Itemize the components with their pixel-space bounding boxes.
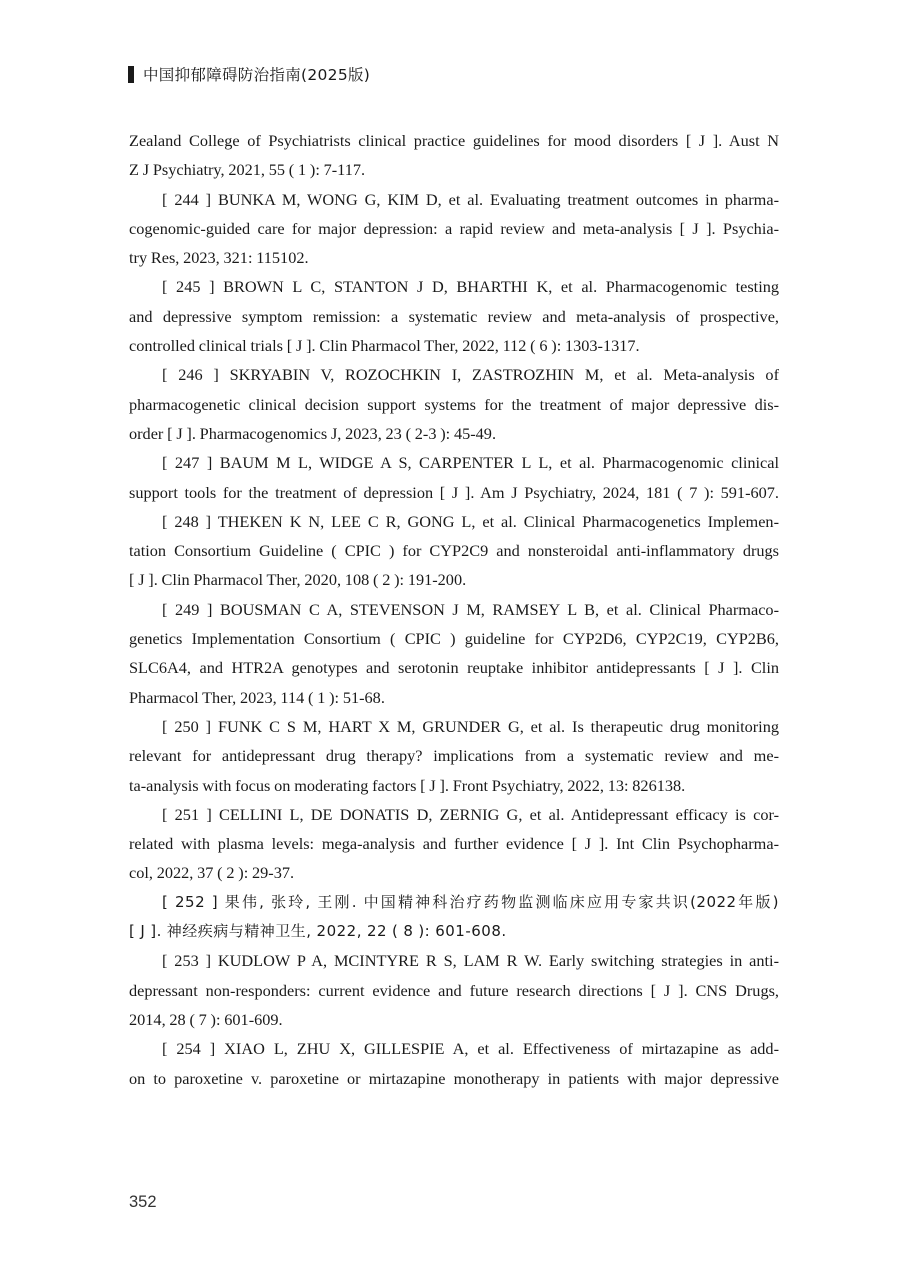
running-header xyxy=(128,62,370,86)
reference-line: cogenomic-guided care for major depression: a rapid review and meta-analysis [ J ]. Psychia- xyxy=(129,218,779,238)
reference-line: [ 246 ] SKRYABIN V, ROZOCHKIN I, ZASTROZHIN M, et al. Meta-analysis of xyxy=(162,365,779,385)
reference-line: [ 251 ] CELLINI L, DE DONATIS D, ZERNIG G, et al. Antidepressant efficacy is cor- xyxy=(162,804,779,824)
reference-line: support tools for the treatment of depression [ J ]. Am J Psychiatry, 2024, 181 ( 7 ): 591-607. xyxy=(129,482,779,502)
reference-line: tation Consortium Guideline ( CPIC ) for CYP2C9 and nonsteroidal anti-inflammatory drugs xyxy=(129,541,779,561)
reference-line: [ 253 ] KUDLOW P A, MCINTYRE R S, LAM R W. Early switching strategies in anti- xyxy=(162,951,779,971)
reference-line: pharmacogenetic clinical decision support systems for the treatment of major depressive dis- xyxy=(129,394,779,414)
reference-line: on to paroxetine v. paroxetine or mirtazapine monotherapy in patients with major depressive xyxy=(129,1068,779,1088)
reference-line: controlled clinical trials [ J ]. Clin Pharmacol Ther, 2022, 112 ( 6 ): 1303-1317. xyxy=(129,336,640,356)
header-title: 中国抑郁障碍防治指南(2025版) xyxy=(143,66,371,84)
reference-line: [ 252 ] 果伟, 张玲, 王刚. 中国精神科治疗药物监测临床应用专家共识(2022年版) xyxy=(162,892,779,911)
reference-line: [ 249 ] BOUSMAN C A, STEVENSON J M, RAMSEY L B, et al. Clinical Pharmaco- xyxy=(162,599,779,619)
reference-line: related with plasma levels: mega-analysis and further evidence [ J ]. Int Clin Psychopharma- xyxy=(129,834,779,854)
reference-line: ta-analysis with focus on moderating factors [ J ]. Front Psychiatry, 2022, 13: 826138. xyxy=(129,775,686,795)
reference-line: 2014, 28 ( 7 ): 601-609. xyxy=(129,1009,283,1029)
reference-line: genetics Implementation Consortium ( CPIC ) guideline for CYP2D6, CYP2C19, CYP2B6, xyxy=(129,629,779,649)
reference-list xyxy=(129,126,779,1093)
reference-line: [ 248 ] THEKEN K N, LEE C R, GONG L, et al. Clinical Pharmacogenetics Implemen- xyxy=(162,511,779,531)
reference-line: and depressive symptom remission: a systematic review and meta-analysis of prospective, xyxy=(129,306,779,326)
reference-line: [ 254 ] XIAO L, ZHU X, GILLESPIE A, et al. Effectiveness of mirtazapine as add- xyxy=(162,1039,779,1059)
reference-line: Zealand College of Psychiatrists clinical practice guidelines for mood disorders [ J ]. Aust N xyxy=(129,131,779,150)
reference-line: [ 244 ] BUNKA M, WONG G, KIM D, et al. Evaluating treatment outcomes in pharma- xyxy=(162,189,779,209)
reference-line: col, 2022, 37 ( 2 ): 29-37. xyxy=(129,863,295,883)
reference-line: try Res, 2023, 321: 115102. xyxy=(129,248,309,268)
reference-line: relevant for antidepressant drug therapy? implications from a systematic review and me- xyxy=(129,746,779,766)
reference-line: order [ J ]. Pharmacogenomics J, 2023, 23 ( 2-3 ): 45-49. xyxy=(129,423,497,443)
reference-line: [ 250 ] FUNK C S M, HART X M, GRUNDER G, et al. Is therapeutic drug monitoring xyxy=(162,716,779,736)
reference-line: SLC6A4, and HTR2A genotypes and serotonin reuptake inhibitor antidepressants [ J ]. Clin xyxy=(129,658,779,678)
reference-line: [ 247 ] BAUM M L, WIDGE A S, CARPENTER L L, et al. Pharmacogenomic clinical xyxy=(162,453,779,473)
reference-line: Z J Psychiatry, 2021, 55 ( 1 ): 7-117. xyxy=(129,160,366,180)
reference-line: depressant non-responders: current evidence and future research directions [ J ]. CNS Drugs, xyxy=(129,980,779,1000)
reference-line: [ J ]. 神经疾病与精神卫生, 2022, 22 ( 8 ): 601-608. xyxy=(129,922,507,941)
reference-line: [ 245 ] BROWN L C, STANTON J D, BHARTHI K, et al. Pharmacogenomic testing xyxy=(162,277,779,297)
reference-line: [ J ]. Clin Pharmacol Ther, 2020, 108 ( 2 ): 191-200. xyxy=(129,570,467,590)
reference-line: Pharmacol Ther, 2023, 114 ( 1 ): 51-68. xyxy=(129,687,385,707)
page-number: 352 xyxy=(129,1193,157,1211)
header-marker-bar xyxy=(128,66,134,83)
